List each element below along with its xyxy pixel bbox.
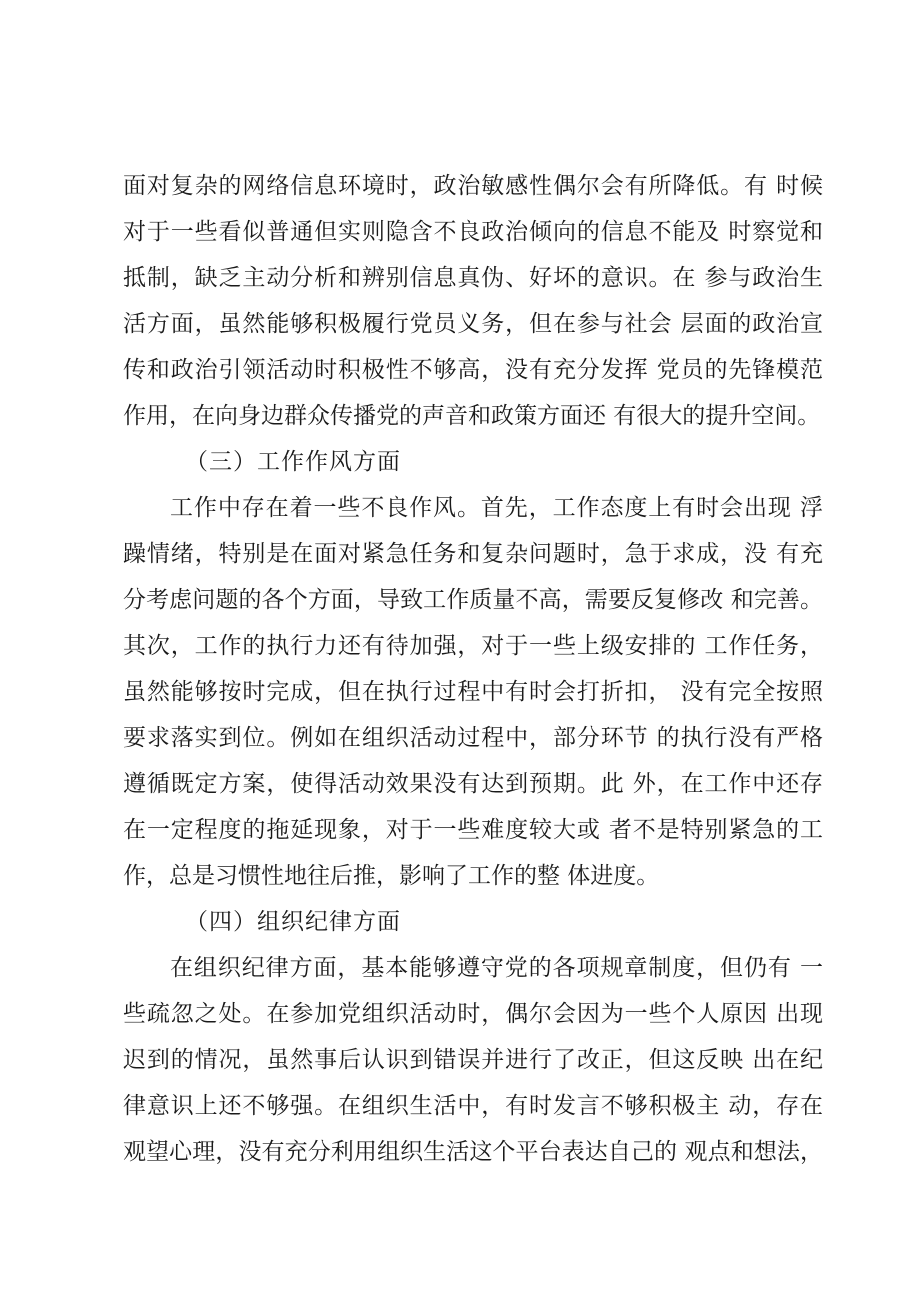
paragraph-line: 要求落实到位。例如在组织活动过程中，部分环节 的执行没有严格 xyxy=(123,725,823,751)
paragraph-line: 躁情绪，特别是在面对紧急任务和复杂问题时，急于求成，没 有充 xyxy=(123,541,823,567)
paragraph-line: 律意识上还不够强。在组织生活中，有时发言不够积极主 动，存在 xyxy=(123,1093,823,1119)
paragraph-line: 在组织纪律方面，基本能够遵守党的各项规章制度，但仍有 一 xyxy=(170,955,823,981)
paragraph-line: 作，总是习惯性地往后推，影响了工作的整 体进度。 xyxy=(123,863,660,889)
paragraph-line: 作用，在向身边群众传播党的声音和政策方面还 有很大的提升空间。 xyxy=(123,403,821,429)
paragraph-line: 传和政治引领活动时积极性不够高，没有充分发挥 党员的先锋模范 xyxy=(123,357,823,383)
paragraph-line: 迟到的情况，虽然事后认识到错误并进行了改正，但这反映 出在纪 xyxy=(123,1047,823,1073)
paragraph-line: 对于一些看似普通但实则隐含不良政治倾向的信息不能及 时察觉和 xyxy=(123,219,823,245)
paragraph-line: 虽然能够按时完成，但在执行过程中有时会打折扣， 没有完全按照 xyxy=(123,679,823,705)
paragraph-line: 抵制，缺乏主动分析和辨别信息真伪、好坏的意识。在 参与政治生 xyxy=(123,265,823,291)
paragraph-line: 活方面，虽然能够积极履行党员义务，但在参与社会 层面的政治宣 xyxy=(123,311,823,337)
section-heading: （三）工作作风方面 xyxy=(185,449,401,475)
paragraph-line: 其次，工作的执行力还有待加强，对于一些上级安排的 工作任务， xyxy=(123,633,823,659)
paragraph-line: 面对复杂的网络信息环境时，政治敏感性偶尔会有所降低。有 时候 xyxy=(123,173,823,199)
paragraph-line: 工作中存在着一些不良作风。首先，工作态度上有时会出现 浮 xyxy=(170,495,823,521)
paragraph-line: 分考虑问题的各个方面，导致工作质量不高，需要反复修改 和完善。 xyxy=(123,587,823,613)
paragraph-line: 遵循既定方案，使得活动效果没有达到预期。此 外，在工作中还存 xyxy=(123,771,823,797)
section-heading: （四）组织纪律方面 xyxy=(185,909,401,935)
paragraph-line: 些疏忽之处。在参加党组织活动时，偶尔会因为一些个人原因 出现 xyxy=(123,1001,823,1027)
paragraph-line: 在一定程度的拖延现象，对于一些难度较大或 者不是特别紧急的工 xyxy=(123,817,823,843)
paragraph-line: 观望心理，没有充分利用组织生活这个平台表达自己的 观点和想法， xyxy=(123,1139,823,1165)
